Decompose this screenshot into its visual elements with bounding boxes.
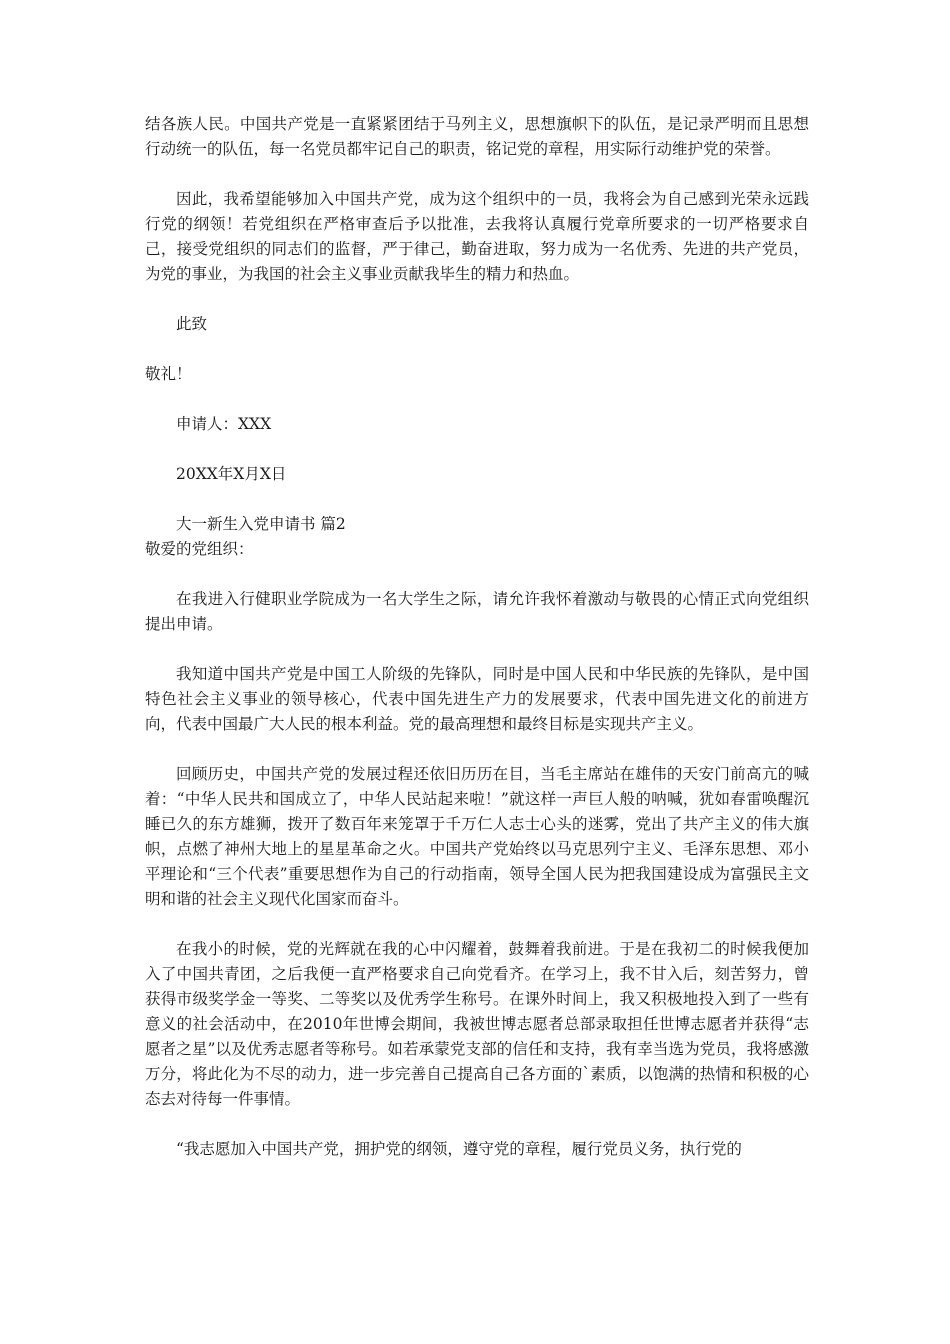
document-page [145,112,809,1162]
salute-text: 敬礼！ [145,365,192,383]
paragraph-3: 在我进入行健职业学院成为一名大学生之际，请允许我怀着激动与敬畏的心情正式向党组织提出申请。 [145,590,809,633]
paragraph-1: 结各族人民。中国共产党是一直紧紧团结于马列主义，思想旗帜下的队伍，是记录严明而且思想行动统一的队伍，每一名党员都牢记自己的职责，铭记党的章程，用实际行动维护党的荣誉。 [145,115,809,158]
paragraph-7: “我志愿加入中国共产党，拥护党的纲领，遵守党的章程，履行党员义务，执行党的 [176,1140,742,1158]
paragraph-6: 在我小的时候，党的光辉就在我的心中闪耀着，鼓舞着我前进。于是在我初二的时候我便加入了中国共青团，之后我便一直严格要求自己向党看齐。在学习上，我不甘入后，刻苦努力，曾获得市级奖学金一等奖、二等奖以及优秀学生称号。在课外时间上，我又积极地投入到了一些有意义的社会活动中，在2010年世博会期间，我被世博志愿者总部录取担任世博志愿者并获得“志愿者之星”以及优秀志愿者等称号。如若承蒙党支部的信任和支持，我有幸当选为党员，我将感激万分，将此化为不尽的动力，进一步完善自己提高自己各方面的`素质，以饱满的热情和积极的心态去对待每一件事情。 [145,940,809,1108]
paragraph-4: 我知道中国共产党是中国工人阶级的先锋队，同时是中国人民和中华民族的先锋队，是中国特色社会主义事业的领导核心，代表中国先进生产力的发展要求，代表中国先进文化的前进方向，代表中国最广大人民的根本利益。党的最高理想和最终目标是实现共产主义。 [145,665,809,733]
date-line: 20XX年X月X日 [176,465,287,483]
greeting-line: 敬爱的党组织： [145,540,254,558]
applicant-line: 申请人：XXX [176,415,272,433]
paragraph-5: 回顾历史，中国共产党的发展过程还依旧历历在目，当毛主席站在雄伟的天安门前高亢的喊着：“中华人民共和国成立了，中华人民站起来啦！”就这样一声巨人般的呐喊，犹如春雷唤醒沉睡已久的东方雄狮，拨开了数百年来笼罩于千万仁人志士心头的迷雾，党出了共产主义的伟大旗帜，点燃了神州大地上的星星革命之火。中国共产党始终以马克思列宁主义、毛泽东思想、邓小平理论和“三个代表”重要思想作为自己的行动指南，领导全国人民为把我国建设成为富强民主文明和谐的社会主义现代化国家而奋斗。 [145,765,809,908]
section-title: 大一新生入党申请书 篇2 [176,515,346,533]
closing-text: 此致 [176,315,208,333]
paragraph-2: 因此，我希望能够加入中国共产党，成为这个组织中的一员，我将会为自己感到光荣永远践行党的纲领！若党组织在严格审查后予以批准，去我将认真履行党章所要求的一切严格要求自己，接受党组织的同志们的监督，严于律己，勤奋进取，努力成为一名优秀、先进的共产党员，为党的事业，为我国的社会主义事业贡献我毕生的精力和热血。 [145,190,809,283]
